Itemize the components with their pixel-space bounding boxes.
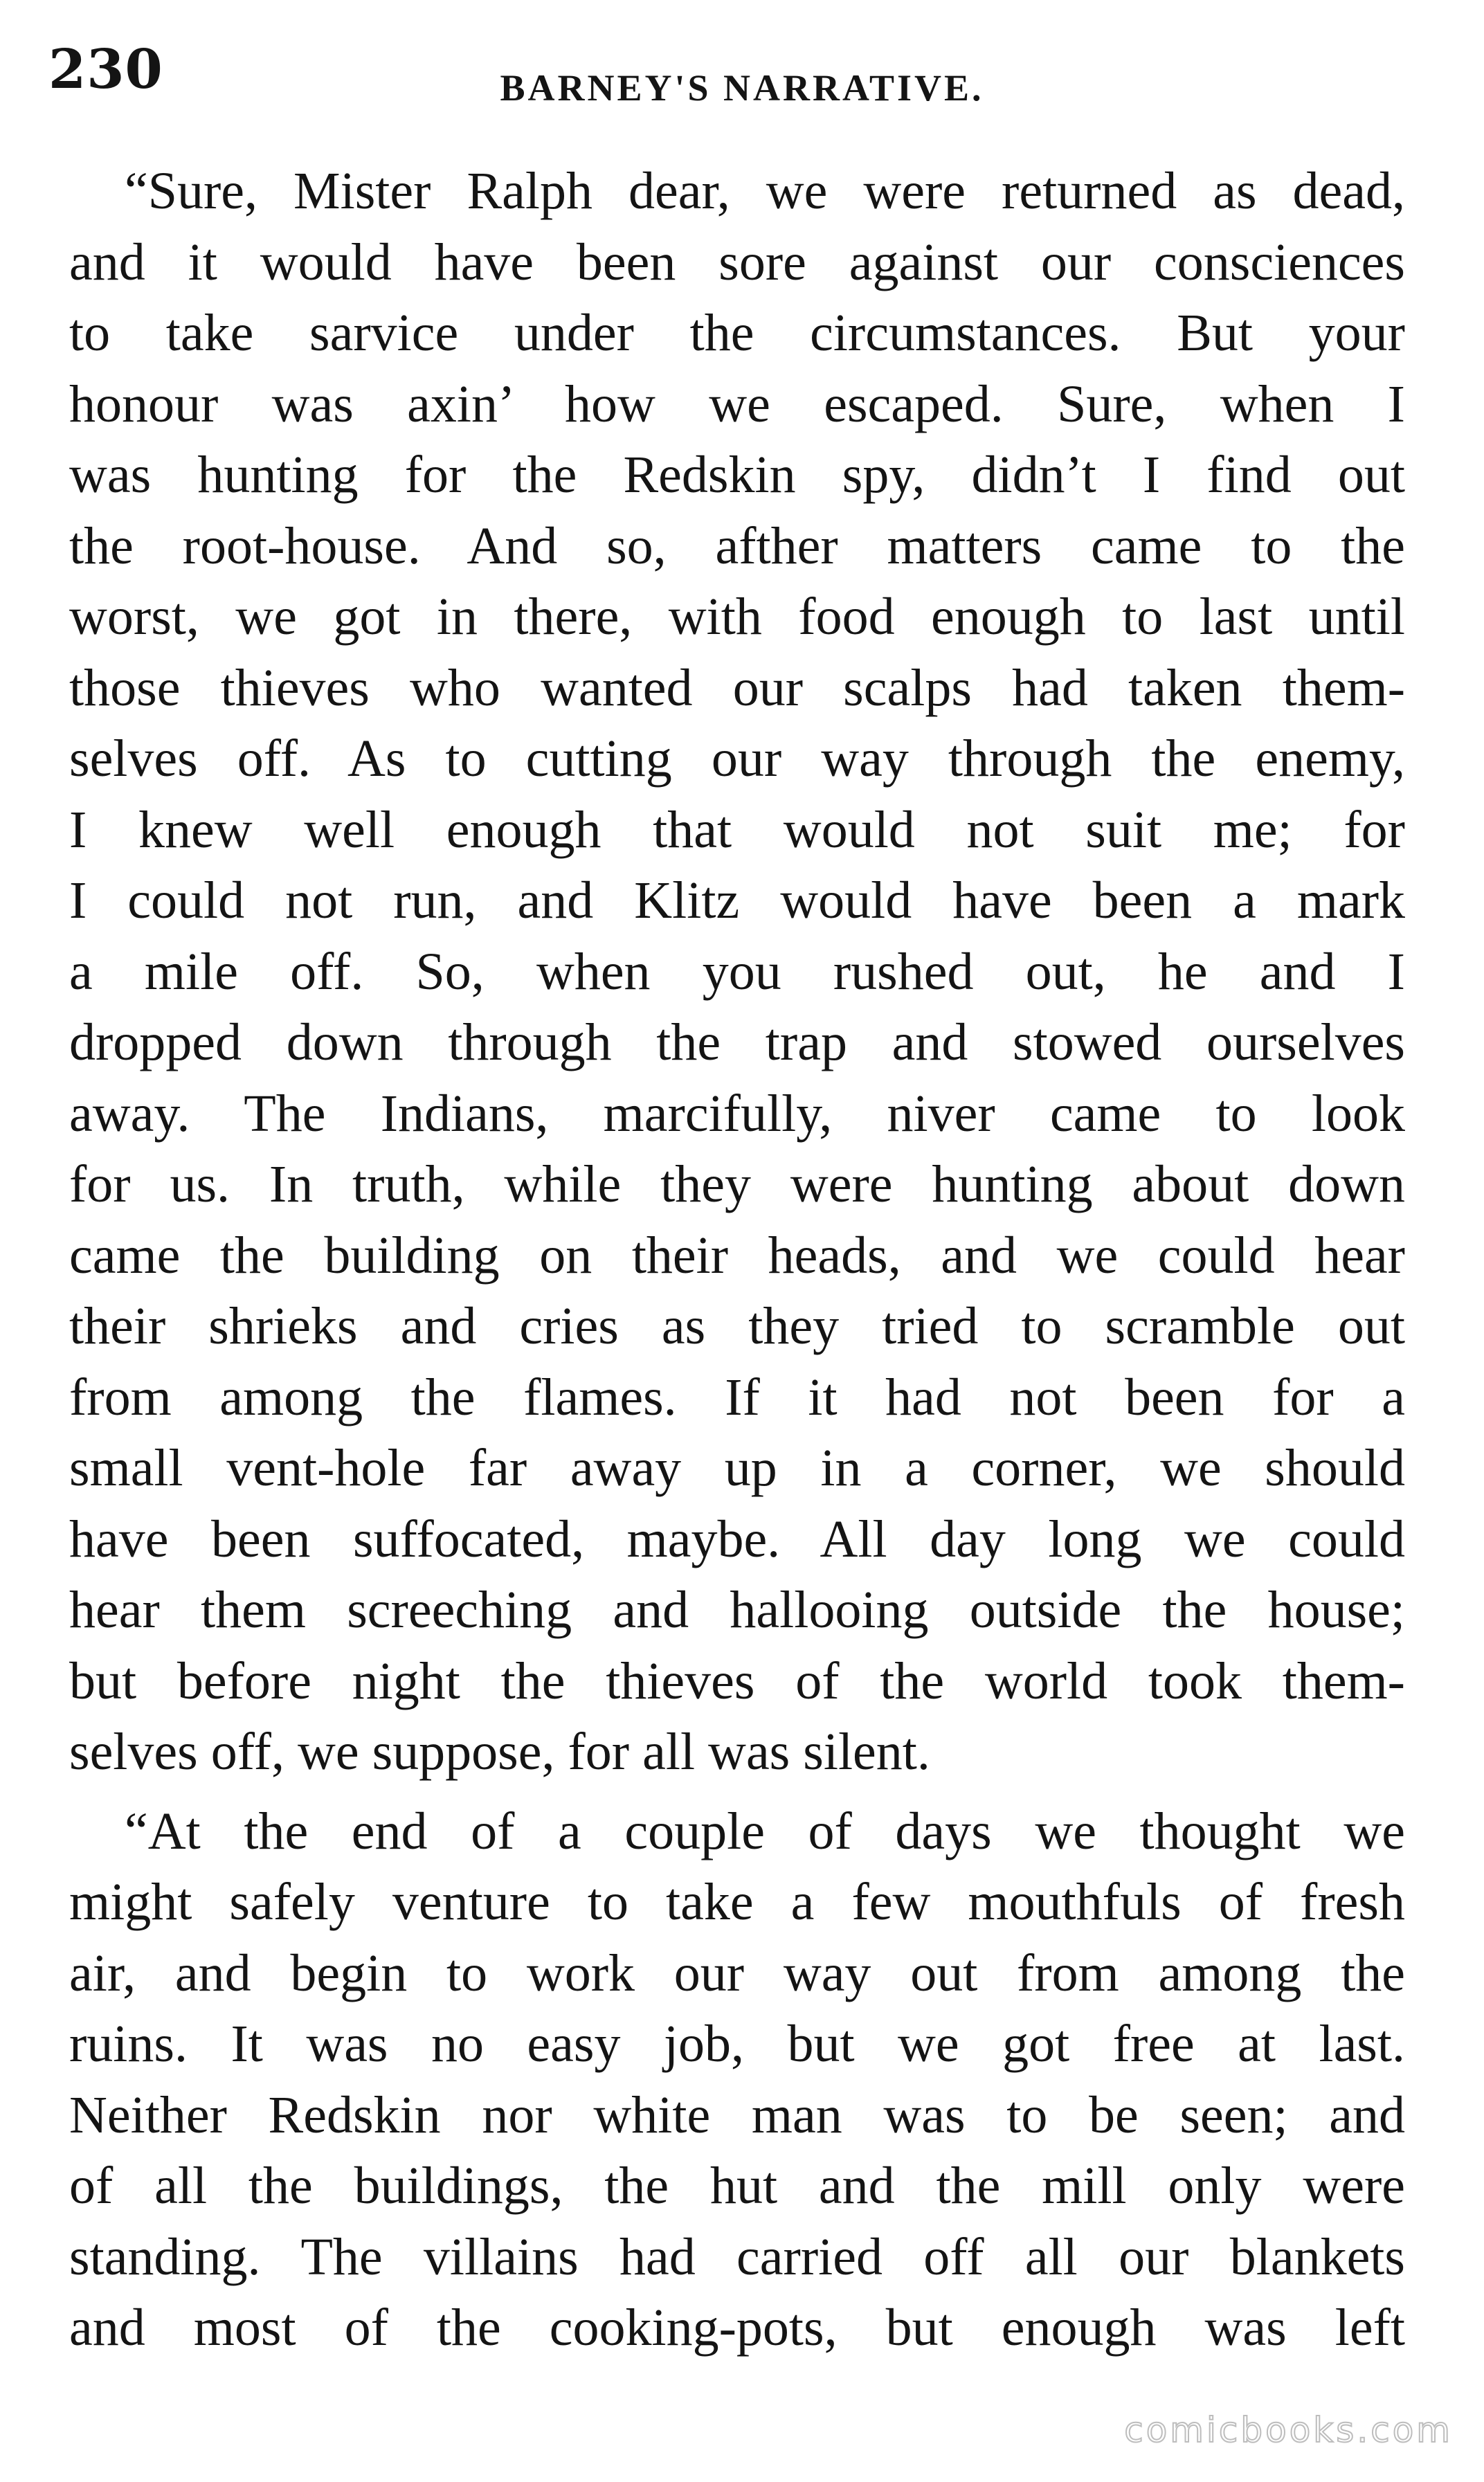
text-line: from among the flames. If it had not been for a [69,1368,1405,1426]
text-line: for us. In truth, while they were hunting about down [69,1155,1405,1213]
text-line: standing. The villains had carried off all our blankets [69,2227,1405,2286]
text-line: the root-house. And so, afther matters came to the [69,516,1405,575]
paragraph [69,156,1405,1788]
text-line: honour was axin’ how we escaped. Sure, when I [69,374,1405,433]
text-line: those thieves who wanted our scalps had taken them- [69,658,1405,717]
text-line: “At the end of a couple of days we thought we [125,1802,1405,1860]
body-text [69,156,1405,2364]
text-line: small vent-hole far away up in a corner, we should [69,1439,1405,1497]
text-line: came the building on their heads, and we could hear [69,1226,1405,1285]
text-line: Neither Redskin nor white man was to be seen; and [69,2085,1405,2144]
text-line: air, and begin to work our way out from among the [69,1944,1405,2002]
text-line: and most of the cooking-pots, but enough was left [69,2299,1405,2357]
page-number: 230 [48,38,163,101]
text-line: but before night the thieves of the world took them- [69,1651,1405,1710]
text-line: I knew well enough that would not suit me; for [69,800,1405,859]
text-line: selves off. As to cutting our way through the enemy, [69,730,1405,788]
text-line: to take sarvice under the circumstances. But your [69,304,1405,362]
text-line: worst, we got in there, with food enough to last until [69,588,1405,646]
watermark: comicbooks.com [1124,2410,1453,2450]
text-line: of all the buildings, the hut and the mill only were [69,2157,1405,2215]
text-line: was hunting for the Redskin spy, didn’t I find out [69,446,1405,504]
running-title: BARNEY'S NARRATIVE. [500,67,984,109]
text-line: might safely venture to take a few mouthfuls of fresh [69,1873,1405,1931]
text-line: have been suffocated, maybe. All day long we could [69,1510,1405,1568]
text-line: I could not run, and Klitz would have been a mark [69,871,1405,930]
text-line: selves off, we suppose, for all was silent. [69,1723,930,1781]
text-line: a mile off. So, when you rushed out, he and I [69,942,1405,1001]
text-line: ruins. It was no easy job, but we got free at last. [69,2015,1405,2073]
paragraph-gap [69,1788,1405,1796]
text-line: hear them screeching and hallooing outside the house; [69,1581,1405,1639]
text-line: and it would have been sore against our consciences [69,233,1405,291]
text-line: dropped down through the trap and stowed ourselves [69,1013,1405,1071]
text-line: their shrieks and cries as they tried to scramble out [69,1297,1405,1355]
text-line: away. The Indians, marcifully, niver came to look [69,1084,1405,1143]
paragraph [69,1796,1405,2364]
text-line: “Sure, Mister Ralph dear, we were returned as dead, [125,162,1405,220]
